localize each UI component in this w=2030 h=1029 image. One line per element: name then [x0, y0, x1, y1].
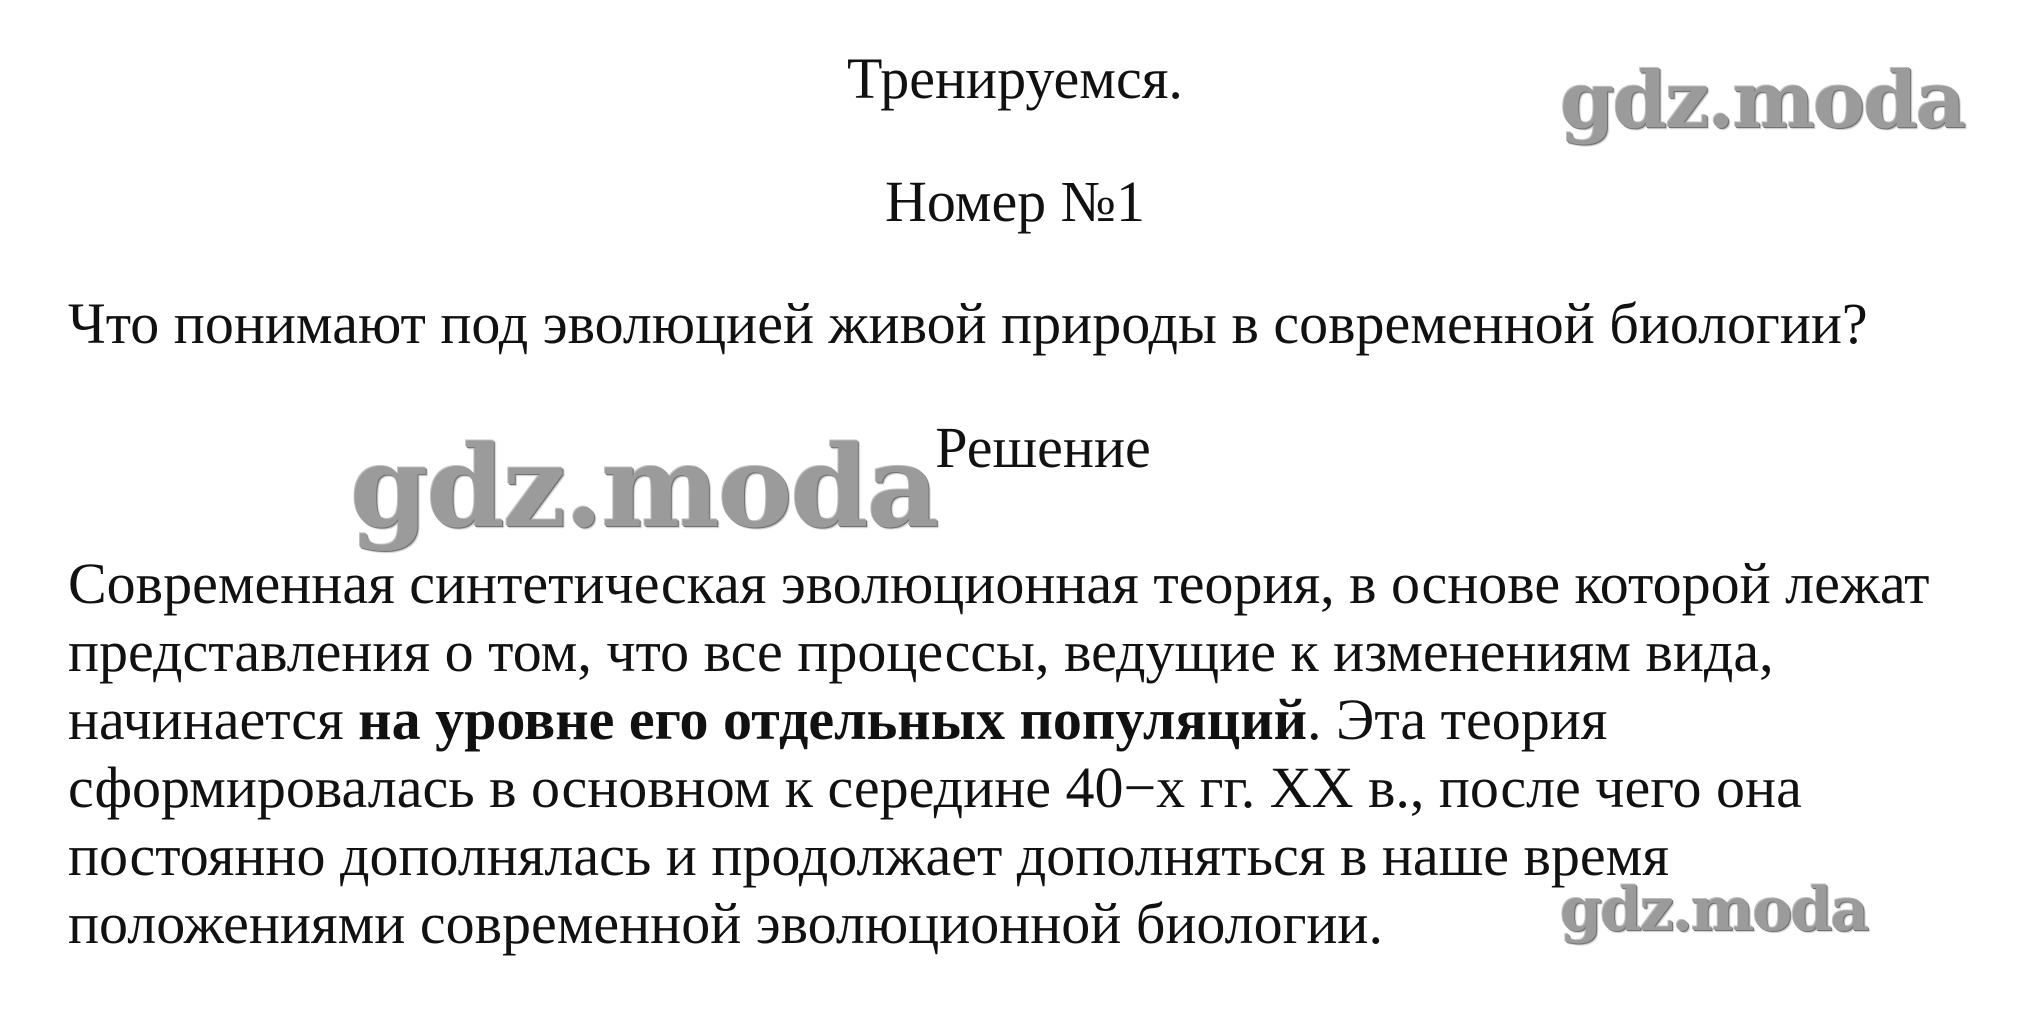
solution-line: Современная синтетическая эволюционная теория, в основе которой лежат	[68, 551, 1930, 616]
question-text: Что понимают под эволюцией живой природы в современной биологии?	[68, 291, 1868, 356]
solution-line: сформировалась в основном к середине 40−х гг. XX в., после чего она	[68, 755, 1802, 820]
solution-line: постоянно дополнялась и продолжает дополняться в наше время	[68, 823, 1670, 888]
solution-heading: Решение	[935, 415, 1151, 480]
exercise-number: Номер №1	[884, 169, 1146, 234]
solution-line-end: . Эта теория	[1307, 687, 1608, 752]
solution-line: представления о том, что все процессы, ведущие к изменениям вида,	[68, 619, 1774, 684]
solution-line: положениями современной эволюционной биологии.	[68, 891, 1383, 956]
solution-line	[68, 686, 1930, 754]
page-title: Тренируемся.	[847, 46, 1183, 111]
solution-key-phrase: на уровне его отдельных популяций	[358, 687, 1308, 752]
watermark-logo: gdz.moda	[350, 422, 938, 553]
watermark-logo: gdz.moda	[1560, 55, 1965, 146]
watermark-logo: gdz.moda	[1560, 875, 1868, 945]
solution-line-start: начинается	[68, 687, 359, 752]
